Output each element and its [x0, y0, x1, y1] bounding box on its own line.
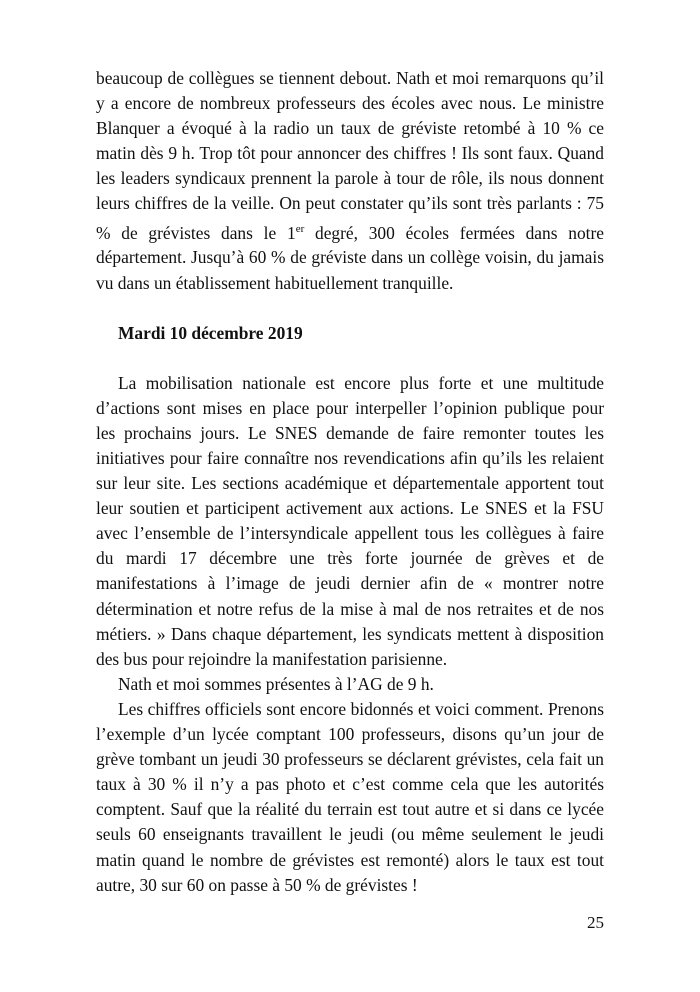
- page-number: 25: [587, 913, 604, 932]
- paragraph-text-part: beaucoup de collègues se tiennent debout. Nath et moi remarquons qu’il y a encore de nombreux professeurs des écoles avec nous. Le ministre Blanquer a évoqué à la radio un taux de gréviste retombé à 10 % ce matin dès 9 h. Trop tôt pour annoncer des chiffres ! Ils sont faux. Quand les leaders syndicaux prennent la parole à tour de rôle, ils nous donnent leurs chiffres de la veille. On peut constater qu’ils sont très parlants : 75 % de grévistes dans le 1: [96, 68, 604, 243]
- paragraph-text-part: degré, 300 écoles fermées dans notre département. Jusqu’à 60 % de gréviste dans un collège voisin, du jamais vu dans un établissement habituellement tranquille.: [96, 222, 604, 293]
- superscript-er: er: [295, 222, 305, 235]
- paragraph: Les chiffres officiels sont encore bidonnés et voici comment. Prenons l’exemple d’un lycée comptant 100 professeurs, disons qu’un jour de grève tombant un jeudi 30 professeurs se déclarent grévistes, cela fait un taux à 30 % il n’y a pas photo et c’est comme cela que les autorités comptent. Sauf que la réalité du terrain est tout autre et si dans ce lycée seuls 60 enseignants travaillent le jeudi (ou même seulement le jeudi matin quand le nombre de grévistes est remonté) alors le taux est tout autre, 30 sur 60 on passe à 50 % de grévistes !: [96, 698, 604, 895]
- paragraph: La mobilisation nationale est encore plus forte et une multitude d’actions sont mises en place pour interpeller l’opinion publique pour les prochains jours. Le SNES demande de faire remonter toutes les initiatives pour faire connaître nos revendications afin qu’ils les relaient sur leur site. Les sections académique et départementale apportent tout leur soutien et participent activement aux actions. Le SNES et la FSU avec l’ensemble de l’intersyndicale appellent tous les collègues à faire du mardi 17 décembre une très forte journée de grèves et de manifestations à l’image de jeudi dernier afin de « montrer notre détermination et notre refus de la mise à mal de nos retraites et de nos métiers. » Dans chaque département, les syndicats mettent à disposition des bus pour rejoindre la manifestation parisienne.: [96, 372, 604, 669]
- continued-paragraph: [96, 66, 604, 296]
- paragraph: Nath et moi sommes présentes à l’AG de 9 h.: [118, 673, 434, 694]
- body-text: [96, 66, 604, 898]
- section-heading: Mardi 10 décembre 2019: [118, 322, 303, 343]
